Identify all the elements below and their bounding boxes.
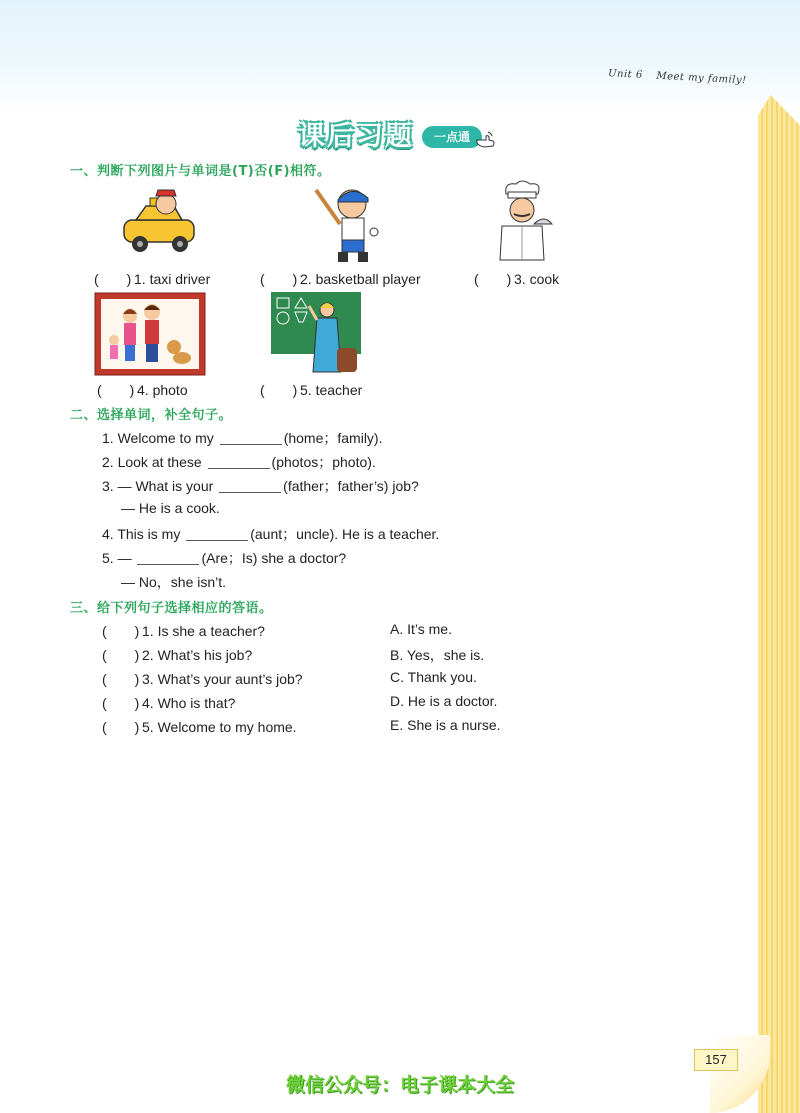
family-photo-picture [94,292,206,376]
s1-item-4 [97,380,188,400]
s2-q4-text: This is my [117,526,181,542]
section2-title: 二、选择单词，补全句子。 [70,408,233,423]
s1-answer-blank-4[interactable]: ( ) [97,382,135,398]
s2-q3-blank[interactable] [219,478,281,493]
s2-q2-options: (photos；photo). [271,454,376,470]
s2-q5-text: — [117,550,132,566]
s3-answer-d: D. He is a doctor. [390,693,498,709]
unit-title: Meet my family! [656,70,747,87]
s3-answer-c: C. Thank you. [390,669,477,685]
s1-answer-blank-2[interactable]: ( ) [260,271,298,287]
page-edge [758,95,800,1113]
top-band [0,0,800,110]
s1-item-3-text: 3. cook [514,271,560,287]
s3-question-5 [102,717,297,737]
cook-picture [490,180,554,266]
s3-q3-text: 3. What’s your aunt’s job? [142,671,303,687]
s2-q1-options: (home；family). [283,430,383,446]
s2-question-2 [102,452,376,472]
s2-q3-number: 3. [102,478,114,494]
s2-q2-number: 2. [102,454,114,470]
s3-answer-e: E. She is a nurse. [390,717,501,733]
section-banner [298,112,498,156]
s3-answer-blank-5[interactable]: ( ) [102,719,140,735]
footer-watermark: 微信公众号：电子课本大全 [285,1074,514,1096]
s3-answer-blank-4[interactable]: ( ) [102,695,140,711]
s2-q4-blank[interactable] [186,526,248,541]
s2-q5-options: (Are；Is) she a doctor? [201,550,347,566]
s2-q3-text: — What is your [117,478,214,494]
s2-question-1 [102,428,382,448]
s3-answer-blank-2[interactable]: ( ) [102,647,140,663]
player-picture [310,180,380,266]
s1-item-2-text: 2. basketball player [300,271,421,287]
banner-title: 课后习题 [298,121,414,152]
s1-item-1 [94,269,210,289]
section3-title: 三、给下列句子选择相应的答语。 [70,601,273,616]
s1-item-5-text: 5. teacher [300,382,363,398]
unit-label: Unit 6 [607,68,643,81]
s3-q1-text: 1. Is she a teacher? [142,623,265,639]
s2-question-5 [102,548,346,568]
s3-q2-text: 2. What’s his job? [142,647,253,663]
s3-q4-text: 4. Who is that? [142,695,236,711]
s2-q4-options: (aunt；uncle). He is a teacher. [250,526,440,542]
pointing-hand-icon [474,130,496,150]
banner-badge: 一点通 [422,126,482,148]
s2-q2-text: Look at these [117,454,202,470]
s1-answer-blank-5[interactable]: ( ) [260,382,298,398]
teacher-picture [271,292,361,376]
s2-q5-answer: — No，she isn’t. [121,574,227,590]
s3-answer-blank-3[interactable]: ( ) [102,671,140,687]
s3-answer-b: B. Yes，she is. [390,647,485,663]
s1-answer-blank-3[interactable]: ( ) [474,271,512,287]
s3-question-3 [102,669,303,689]
s1-answer-blank-1[interactable]: ( ) [94,271,132,287]
s3-answer-a: A. It’s me. [390,621,452,637]
s2-question-3 [102,476,419,496]
s1-item-5 [260,380,362,400]
s2-q1-number: 1. [102,430,114,446]
s1-item-4-text: 4. photo [137,382,188,398]
s3-question-2 [102,645,252,665]
s2-q1-text: Welcome to my [117,430,214,446]
s2-q2-blank[interactable] [208,454,270,469]
s1-item-2 [260,269,421,289]
s2-question-4 [102,524,439,544]
section1-title: 一、判断下列图片与单词是(T)否(F)相符。 [70,164,331,179]
s2-q1-blank[interactable] [220,430,282,445]
s3-q5-text: 5. Welcome to my home. [142,719,297,735]
s3-answer-blank-1[interactable]: ( ) [102,623,140,639]
s2-q4-number: 4. [102,526,114,542]
s1-item-1-text: 1. taxi driver [134,271,211,287]
s3-question-1 [102,621,265,641]
page-number: 157 [694,1049,738,1071]
s1-item-3 [474,269,559,289]
s2-q3-options: (father；father’s) job? [283,478,419,494]
s2-q5-number: 5. [102,550,114,566]
s2-q3-answer: — He is a cook. [121,500,220,516]
s3-question-4 [102,693,235,713]
taxi-driver-picture [118,182,200,264]
s2-q5-blank[interactable] [137,550,199,565]
